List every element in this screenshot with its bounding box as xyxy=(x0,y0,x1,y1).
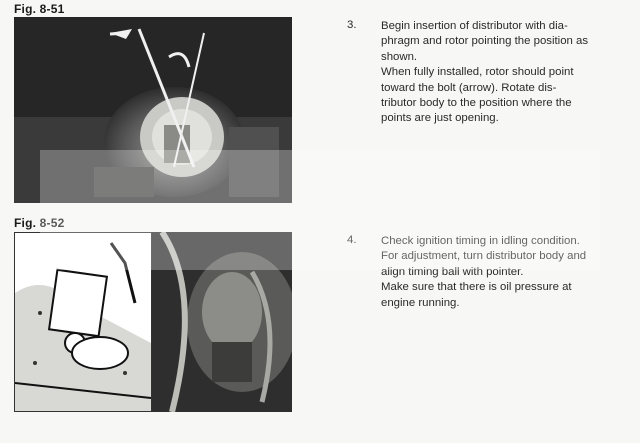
step-4-line: engine running. xyxy=(381,296,460,309)
watermark-overlay xyxy=(40,150,600,270)
step-3-line: Begin insertion of distributor with dia- xyxy=(381,20,568,32)
step-4-line: Check ignition timing in idling condition. xyxy=(381,235,580,247)
fig-8-52-label: Fig. 8-52 xyxy=(14,216,65,230)
step-4-line: align timing ball with pointer. xyxy=(381,265,524,278)
step-3-line: points are just opening. xyxy=(381,112,499,125)
step-3-line: phragm and rotor pointing the position as xyxy=(381,35,589,48)
step-4-line: Make sure that there is oil pressure at xyxy=(381,281,572,294)
step-4-line: For adjustment, turn distributor body and xyxy=(381,250,587,263)
step-3-line: toward the bolt (arrow). Rotate dis- xyxy=(381,81,557,94)
fig-8-51-label: Fig. 8-51 xyxy=(14,2,65,16)
step-3-line: tributor body to the position where the xyxy=(381,97,572,110)
step-3-text xyxy=(381,19,631,127)
step-3-line: shown. xyxy=(381,50,418,63)
step-3-line: When fully installed, rotor should point xyxy=(381,66,574,79)
step-4-number: 4. xyxy=(347,234,357,246)
step-3-number: 3. xyxy=(347,19,357,31)
